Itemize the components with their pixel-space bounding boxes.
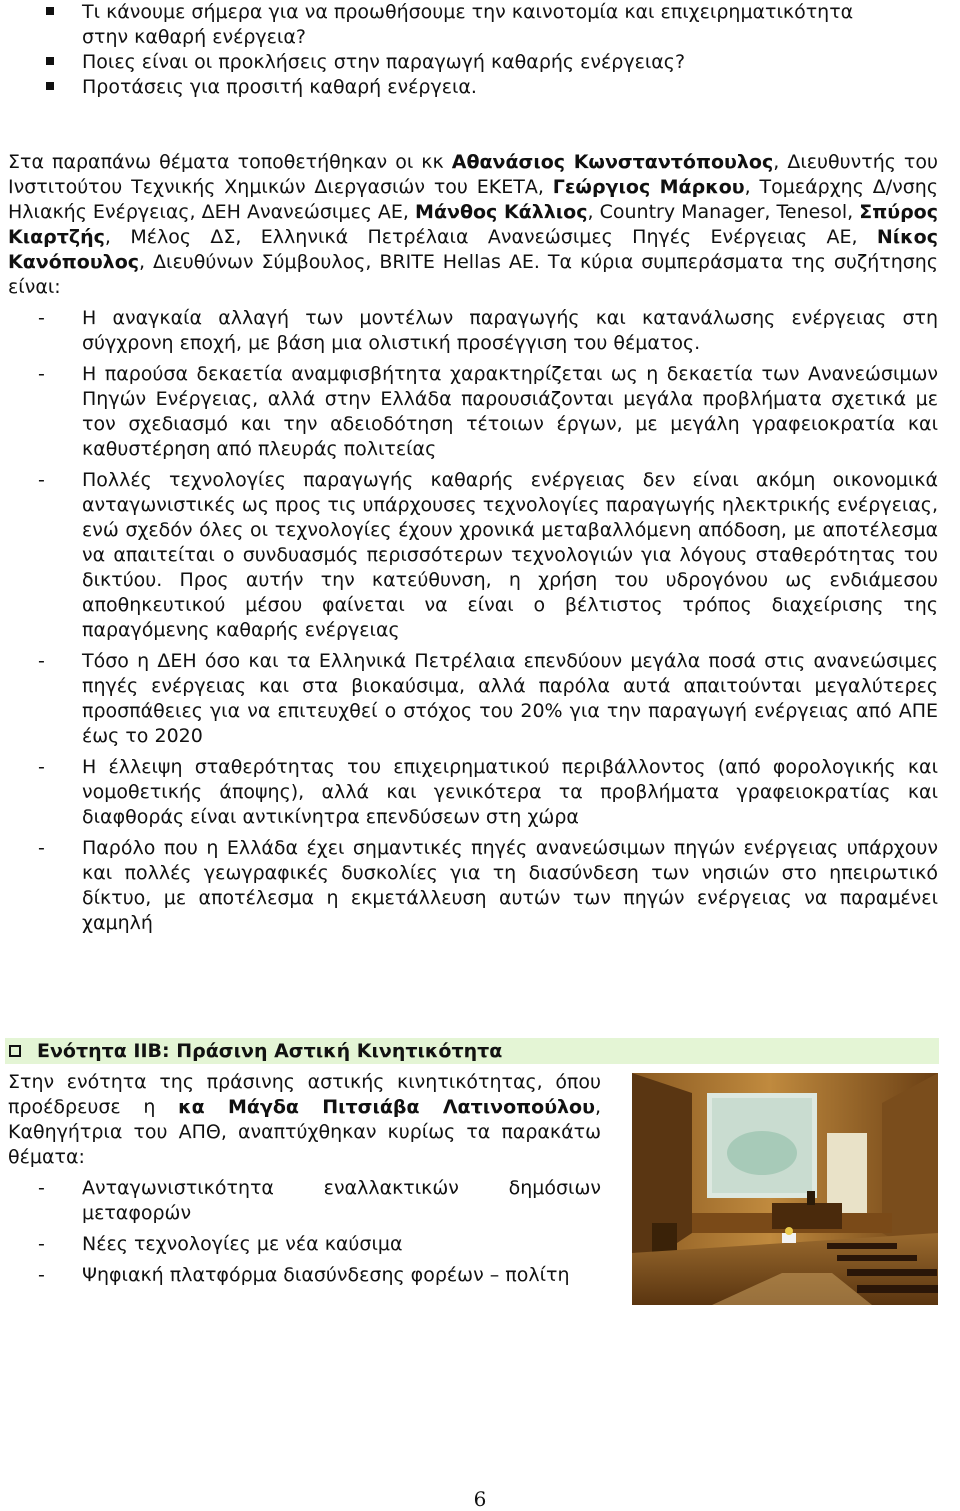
conference-photo [632, 1073, 938, 1305]
topic-item: - Ψηφιακή πλατφόρμα διασύνδεσης φορέων – πολίτη [38, 1264, 570, 1286]
square-bullet-icon [46, 7, 54, 15]
conclusion-item: - Παρόλο που η Ελλάδα έχει σημαντικές πηγές ανανεώσιμων πηγών ενέργειας υπάρχουν και πολλές γεωγραφικές δυσκολίες για τη διασύνδεση των νησιών στο ηπειρωτικό δίκτυο, με αποτέλεσμα η εκμετάλλευση αυτών των πηγών ενέργειας να παραμένει χαμηλή [38, 837, 938, 934]
discussion-section [8, 150, 938, 942]
conclusion-item: - Η έλλειψη σταθερότητας του επιχειρηματικού περιβάλλοντος (από φορολογικής και νομοθετικής άποψης), αλλά και γενικότερα τα προβλήματα γραφειοκρατίας και διαφθοράς είναι αντικίνητρα επενδύσεων στη χώρα [38, 756, 938, 828]
speakers-paragraph: Στα παραπάνω θέματα τοποθετήθηκαν οι κκ Αθανάσιος Κωνσταντόπουλος, Διευθυντής του Ινστιτούτου Τεχνικής Χημικών Διεργασιών του ΕΚΕΤΑ, Γεώργιος Μάρκου, Τομεάρχης Δ/νσης Ηλιακής Ενέργειας, ΔΕΗ Ανανεώσιμες ΑΕ, Μάνθος Κάλλιος, Country Manager, Tenesol, Σπύρος Κιαρτζής, Μέλος ΔΣ, Ελληνικά Πετρέλαια Ανανεώσιμες Πηγές Ενέργειας ΑΕ, Νίκος Κανόπουλος, Διευθύνων Σύμβουλος, BRITE Hellas AE. Τα κύρια συμπεράσματα της συζήτησης είναι: [8, 151, 938, 298]
chair-name: κα Μάγδα Πιτσιάβα Λατινοπούλου [178, 1096, 595, 1118]
conclusion-item: - Η παρούσα δεκαετία αναμφισβήτητα χαρακτηρίζεται ως η δεκαετία των Ανανεώσιμων Πηγών Ενέργειας, αλλά στην Ελλάδα παρουσιάζονται μεγάλα προβλήματα σχετικά με τον σχεδιασμό και την αδειοδότηση τέτοιων έργων, με μεγάλη γραφειοκρατία και καθυστέρηση από πλευράς πολιτείας [38, 363, 938, 460]
conclusions-list [8, 306, 938, 936]
question-text: Ποιες είναι οι προκλήσεις στην παραγωγή καθαρής ενέργειας? [82, 51, 686, 73]
question-text-cont: στην καθαρή ενέργεια? [82, 26, 306, 48]
question-text: Τι κάνουμε σήμερα για να προωθήσουμε την καινοτομία και επιχειρηματικότητα [82, 1, 854, 23]
square-bullet-icon [46, 82, 54, 90]
speaker-name: Σπύρος Κιαρτζής [8, 201, 938, 248]
square-bullet-icon [46, 57, 54, 65]
question-text: Προτάσεις για προσιτή καθαρή ενέργεια. [82, 76, 477, 98]
speaker-name: Νίκος Κανόπουλος [8, 226, 938, 273]
speaker-name: Μάνθος Κάλλιος [415, 201, 588, 223]
checkbox-icon [9, 1045, 21, 1057]
section-intro: Στην ενότητα της πράσινης αστικής κινητικότητας, όπου προέδρευσε η κα Μάγδα Πιτσιάβα Λατινοπούλου, Καθηγήτρια του ΑΠΘ, αναπτύχθηκαν κυρίως τα παρακάτω θέματα: [8, 1071, 601, 1168]
page-number: 6 [473, 1487, 487, 1511]
topics-list [8, 1176, 601, 1288]
topic-item: - Νέες τεχνολογίες με νέα καύσιμα [38, 1233, 403, 1255]
question-item [46, 50, 946, 75]
section-body [8, 1070, 601, 1294]
question-item [46, 75, 946, 100]
conclusion-item: - Η αναγκαία αλλαγή των μοντέλων παραγωγής και κατανάλωσης ενέργειας στη σύγχρονη εποχή, με βάση μια ολιστική προσέγγιση του θέματος. [38, 307, 938, 354]
speaker-name: Γεώργιος Μάρκου [552, 176, 745, 198]
section-heading [5, 1038, 939, 1064]
section-title: Ενότητα ΙΙΒ: Πράσινη Αστική Κινητικότητα [37, 1039, 503, 1062]
speaker-name: Αθανάσιος Κωνσταντόπουλος [451, 151, 774, 173]
conclusion-item: - Πολλές τεχνολογίες παραγωγής καθαρής ενέργειας δεν είναι ακόμη οικονομικά ανταγωνιστικές ως προς τις υπάρχουσες τεχνολογίες παραγωγής ηλεκτρικής ενέργειας, ενώ σχεδόν όλες οι τεχνολογίες έχουν χρονικά μεταβαλλόμενη απόδοση, με αποτέλεσμα να απαιτείται ο συνδυασμός περισσότερων τεχνολογιών για λόγους σταθερότητας του δικτύου. Προς αυτήν την κατεύθυνση, η χρήση του υδρογόνου ως ενδιάμεσου αποθηκευτικού μέσου φαίνεται να είναι ο βέλτιστος τρόπος διαχείρισης της παραγόμενης καθαρής ενέργειας [38, 469, 938, 641]
question-item [46, 0, 946, 50]
conclusion-item: - Τόσο η ΔΕΗ όσο και τα Ελληνικά Πετρέλαια επενδύουν μεγάλα ποσά στις ανανεώσιμες πηγές ενέργειας και στα βιοκαύσιμα, αλλά παρόλα αυτά απαιτούνται μεγαλύτερες προσπάθειες για να επιτευχθεί ο στόχος του 20% για την παραγωγή ενέργειας από ΑΠΕ έως το 2020 [38, 650, 938, 747]
topic-item: - Ανταγωνιστικότητα εναλλακτικών δημόσιων μεταφορών [38, 1177, 601, 1224]
question-list [46, 0, 946, 100]
